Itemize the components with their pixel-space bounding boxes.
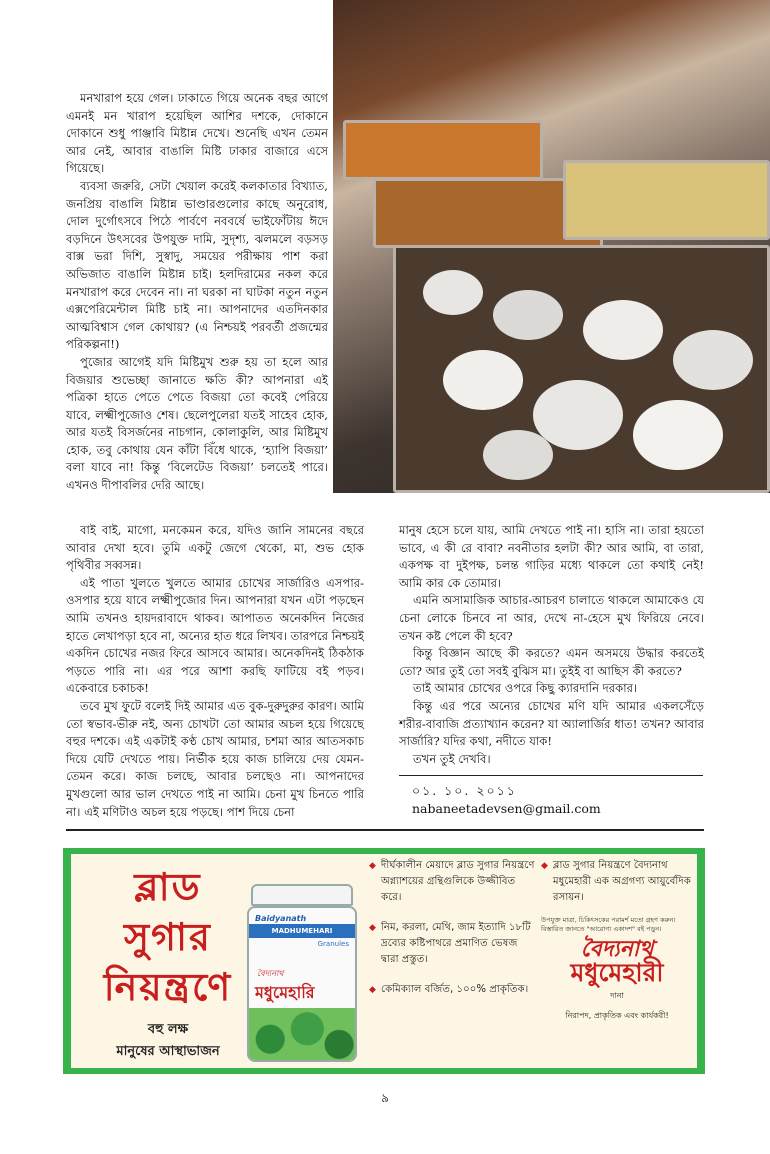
paragraph: মানুষ হেসে চলে যায়, আমি দেখতে পাই না। হাসি না। তারা হয়তো ভাবে, এ কী রে বাবা? নবনীতার হলটা কী? আর আমি, বা তারা, একপক্ষ বা দুইপক্ষ, চলন্ত গাড়ির মধ্যে থাকলে তো কথাই নেই! আমি কার কে তোমার। [399,523,704,590]
ad-brand-block [541,858,693,1024]
sweet [583,300,663,360]
herb-leaves-image [249,1008,355,1060]
jar-body [247,906,357,1062]
article-date: ০১. ১০. ২০১১ [412,783,517,798]
jar-band: MADHUMEHARI [249,924,355,938]
ad-benefit: ◆ ব্লাড সুগার নিয়ন্ত্রণে বৈদ্যনাথ মধুমেহারী এক অগ্রগণ্য আয়ুর্বেদিক রসায়ন। [541,858,693,906]
ad-panel [71,854,697,1068]
ad-subline: বহু লক্ষ [147,1022,189,1037]
divider [66,829,704,831]
paragraph: কিন্তু এর পরে অন্যের চোখের মণি যদি আমার একলসেঁড়ে শরীর-বাবাজি প্রত্যাখ্যান করেন? যা অ্যালার্জির ধাত! তখন? আবার সার্জারি? যদির কথা, নদীতে যাক! [399,698,704,749]
paragraph: এই পাতা খুলতে খুলতে আমার চোখের সার্জারিও এসপার-ওসপার হয়ে যাবে লক্ষ্মীপুজোর দিন। আপনারা যখন এটা পড়ছেন আমি তখনও হায়দরাবাদে থাকব। আপাতত অনেকদিন নিজের হাতে লেখাপড়া হবে না, অন্যের হাত ধরে লিখব। তারপরে নিশ্চয়ই একদিন চোখের নজর ফিরে আসবে আমার। অনেকদিনই ঠিকঠাক পড়তে পারি না। এর পরে আশা করছি ফাটিয়ে বই পড়ব। একেবারে চকাচক! [66,575,364,696]
paragraph: ব্যবসা জরুরি, সেটা খেয়াল করেই কলকাতার বিখ্যাত, জনপ্রিয় বাঙালি মিষ্টান্ন ভাণ্ডারগুলোর কাছে অনুরোধ, দোল দুর্গোৎসবে পিঠে পার্বণে নববর্ষে ভাইফোঁটায় ঈদে বড়দিনে উৎসবের উপযুক্ত দামি, সুদৃশ্য, ঝলমলে বড়সড় বাক্স ভরা দিশি, সুস্বাদু, সময়ের পরীক্ষায় পাশ করা অভিজাত বাঙালি মিষ্টান্ন চাই। হলদিরামের নকল করে মনখারাপ করে দেবেন না। না ঘরকা না ঘাটকা নতুন নতুন এক্সপেরিমেন্টাল মিষ্টি চাই না। আপনাদের এতদিনকার আত্মবিশ্বাস গেল কোথায়? (এ নিশ্চয়ই পরবর্তী প্রজন্মের পরিকল্পনা!) [66,178,328,352]
paragraph: তবে মুখ ফুটে বলেই দিই আমার এত বুক-দুরুদুরুর কারণ। আমি তো স্বভাব-ভীরু নই, অন্য চোখটা তো আমার অচল হয়ে গিয়েছে বহুর দশকে। এই একটাই কণ্ঠ চোখ আমার, চশমা আর আতসকাচ দিয়ে যেটি দেখতে পায়। নির্ভীক হয়ে কাজ চালিয়ে দেয় যেমন-তেমন করে। কাজ চলছে, আবার চলছেও না। আপনাদের মুখগুলো আর ভাল দেখতে পাই না আমি। চেনা মুখ চিনতে পারি না। এই মণিটাও অচল হয়ে পড়ছে। পাশ দিয়ে চেনা [66,698,364,819]
sweet [423,270,483,315]
ad-headline-line: নিয়ন্ত্রণে [103,965,233,1009]
brand-tag: দানা [610,991,624,1000]
article-column-1b [66,522,364,821]
ad-footer: নিরাপদ, প্রাকৃতিক এবং কার্যকরী! [565,1011,669,1020]
page-number: ৯ [381,1091,389,1105]
ad-benefit: ◆ কেমিক্যাল বর্জিত, ১০০% প্রাকৃতিক। [369,982,535,998]
ad-headline-line: সুগার [124,915,212,959]
article-column-2 [399,522,704,768]
jar-brand: Baidyanath [255,914,307,923]
paragraph: তাই আমার চোখের ওপরে কিছু ক্যারদানি দরকার। [413,681,638,696]
paragraph: পুজোর আগেই যদি মিষ্টিমুখ শুরু হয় তা হলে আর বিজয়ার শুভেচ্ছা জানাতে ক্ষতি কী? আপনারা এই পত্রিকা হাতে পেতে পেতে বিজয়া তো কবেই পেরিয়ে যাবে, লক্ষ্মীপুজোও শেষ। ছেলেপুলেরা যতই সাহেব হোক, আর যতই বিসর্জনের নাচগান, কোলাকুলি, আর মিষ্টিমুখ হোক, তবু কোথায় যেন কাঁটা বিঁধে থাকে, ‘হ্যাপি বিজয়া’ বলা যাবে না! কিন্তু ‘বিলেটেড বিজয়া’ চলতেই পারে। এখনও দীপাবলির দেরি আছে। [66,354,328,493]
article-column-1 [66,90,328,495]
brand-logo-small: বৈদ্যনাথ [580,937,654,962]
brand-logo-big: মধুমেহারী [570,958,664,987]
ad-headline-line: ব্লাড [134,865,202,909]
sweets-tray [563,160,770,240]
paragraph: মনখারাপ হয়ে গেল। ঢাকাতে গিয়ে অনেক বছর আগে এমনই মন খারাপ হয়েছিল আশির দশকে, দোকানে দোকানে শুধু পাঞ্জাবি মিষ্টান্ন দেখে। শুনেছি এখন তেমন আর নেই, আবার বাঙালি মিষ্টি ঢাকার বাজারে এসে গিয়েছে। [66,91,328,176]
madhumehari-advertisement[interactable] [63,848,705,1074]
sweet [633,400,723,470]
jar-mini-brand: বৈদ্যনাথ [257,969,284,978]
ad-benefits [369,858,535,1012]
sweet [673,330,753,390]
jar-granules: Granules [317,940,349,948]
sweet [493,290,563,340]
author-email-link[interactable]: nabaneetadevsen@gmail.com [412,801,601,816]
ad-note: উপযুক্ত মাত্রা, চিকিৎসকের পরামর্শ মতো গ্রহণ করুন। বিস্তারিত জানতে "আরোগ্য একাদশ" বই পড়ুন। [541,916,676,933]
paragraph: কিন্তু বিজ্ঞান আছে কী করতে? এমন অসময়ে উদ্ধার করতেই তো? আর তুই তো সবই বুঝিস মা। তুইই বা আছিস কী করতে? [399,646,704,678]
sweets-tray [343,120,543,180]
product-jar-image [243,884,361,1062]
sweet [483,430,553,480]
ad-benefit: ◆ দীর্ঘকালীন মেয়াদে ব্লাড সুগার নিয়ন্ত্রণে অগ্ন্যাশয়ের গ্রন্থিগুলিকে উজ্জীবিত করে। [369,858,535,906]
sweet-shop-photo [333,0,770,493]
sweet [443,350,523,410]
paragraph: এমনি অসামাজিক আচার-আচরণ চালাতে থাকলে আমাকেও যে চেনা লোকে চিনবে না আর, দেখে না-হেসে মুখ ফিরিয়ে নেবে। তখন কষ্ট পেলে কী হবে? [399,593,704,643]
jar-lid [251,884,353,906]
jar-product-name: মধুমেহারি [255,983,315,1002]
ad-subline: মানুষের আস্থাভাজন [116,1044,220,1059]
paragraph: তখন তুই দেখবি। [413,751,491,766]
divider [399,775,703,776]
ad-headline [83,862,253,1062]
ad-benefit: ◆ নিম, করলা, মেথি, জাম ইত্যাদি ১৮টি দ্রব্যের কষ্টিপাথরে প্রমাণিত ভেষজ দ্বারা প্রস্তুত। [369,920,535,968]
paragraph: বাই বাই, মাগো, মনকেমন করে, যদিও জানি সামনের বছরে আবার দেখা হবে। তুমি একটু জেগে থেকো, মা, শুভ হোক পৃথিবীর সব্বসন্ন। [66,523,364,573]
